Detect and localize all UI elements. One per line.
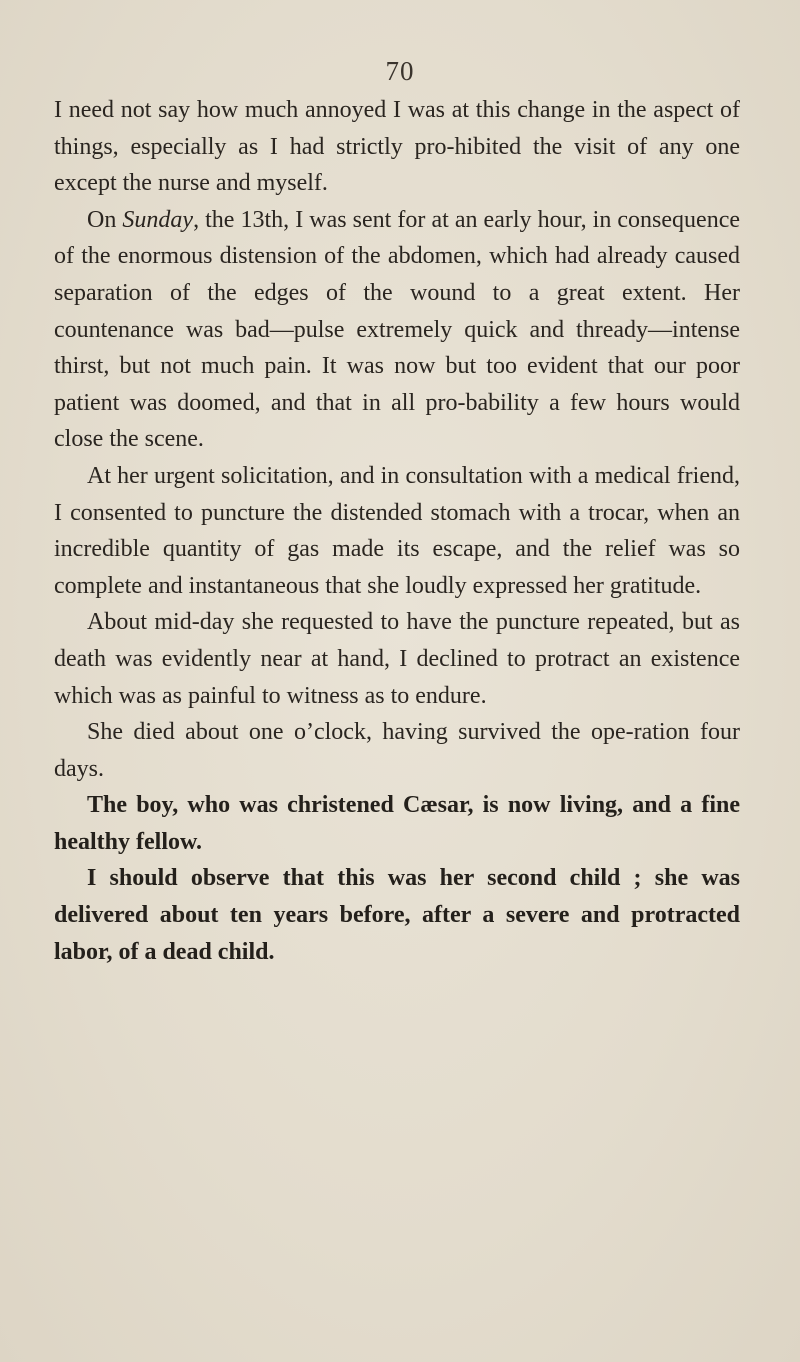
paragraph-2-lead: On bbox=[87, 206, 123, 233]
paragraph-1: I need not say how much annoyed I was at this change in the aspect of things, especially as I had strictly pro-hibited the visit of any one except the nurse and myself. bbox=[54, 97, 740, 197]
paragraph-3: At her urgent solicitation, and in consultation with a medical friend, I consented to puncture the distended stomach with a trocar, when an incredible quantity of gas made its escape, and the relief was so complete and instantaneous that she loudly expressed her gratitude. bbox=[54, 462, 740, 599]
paragraph-5: She died about one o’clock, having survived the ope-ration four days. bbox=[54, 719, 740, 782]
paragraph-4: About mid-day she requested to have the puncture repeated, but as death was evidently near at hand, I declined to protract an existence which was as painful to witness as to endure. bbox=[54, 609, 740, 709]
paragraph-6: The boy, who was christened Cæsar, is now living, and a fine healthy fellow. bbox=[54, 792, 740, 855]
paragraph-7: I should observe that this was her second child ; she was delivered about ten years before, after a severe and protracted labor, of a dead child. bbox=[54, 865, 740, 965]
paragraph-2 bbox=[54, 202, 740, 458]
paragraph-2-rest: , the 13th, I was sent for at an early hour, in consequence of the enormous distension of the abdomen, which had already caused separation of the edges of the wound to a great extent. Her countenance was bad—pulse extremely quick and thready—intense thirst, but not much pain. It was now but too evident that our poor patient was doomed, and that in all pro-bability a few hours would close the scene. bbox=[54, 206, 740, 453]
paragraph-2-italic-day: Sunday bbox=[122, 206, 194, 233]
page-number: 70 bbox=[385, 56, 415, 86]
body-text bbox=[54, 92, 740, 970]
